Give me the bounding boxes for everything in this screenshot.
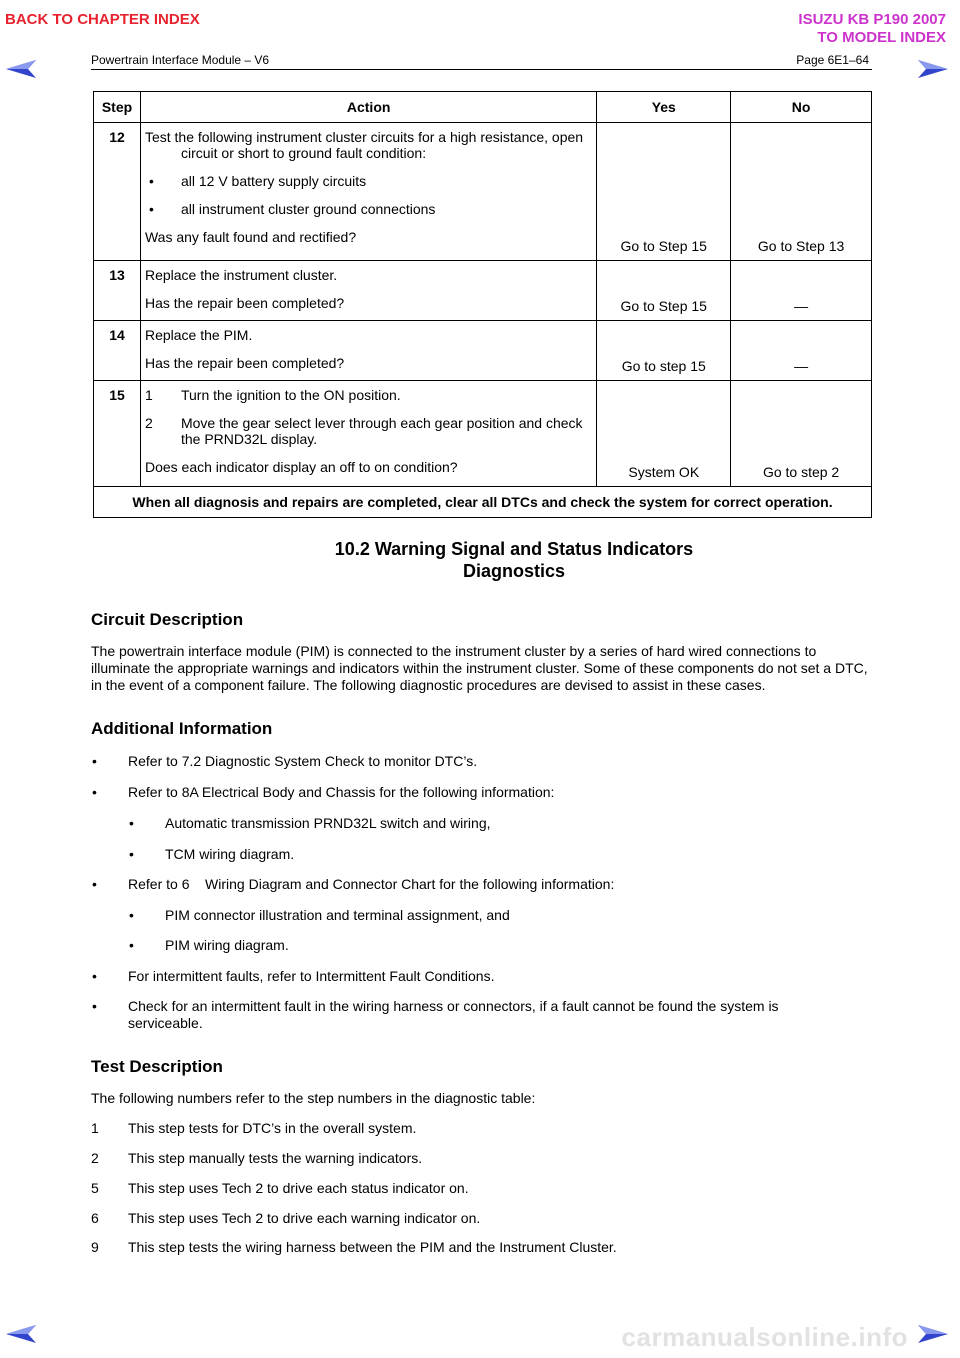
prev-page-arrow-icon[interactable]	[6, 60, 36, 78]
header-title: Powertrain Interface Module – V6	[91, 53, 270, 67]
test-step-number: 9	[91, 1239, 99, 1255]
bullet-icon: •	[92, 968, 97, 984]
action-question: Was any fault found and rectified?	[144, 229, 357, 245]
diagnostic-table	[93, 91, 872, 518]
bullet-icon: •	[92, 876, 97, 892]
test-description-heading: Test Description	[91, 1057, 223, 1076]
prev-page-arrow-icon[interactable]	[6, 1325, 36, 1343]
column-header-step: Step	[94, 92, 141, 123]
test-step-text: This step tests for DTC’s in the overall system.	[128, 1120, 417, 1136]
table-row-step-13	[94, 261, 872, 321]
action-bullet: • all 12 V battery supply circuits	[145, 173, 588, 189]
back-to-chapter-index-link[interactable]: BACK TO CHAPTER INDEX	[5, 11, 200, 28]
no-result: —	[731, 321, 872, 381]
step-number: 12	[94, 123, 141, 261]
test-step-text: This step manually tests the warning indicators.	[128, 1150, 423, 1166]
info-bullet-item: Refer to 6 Wiring Diagram and Connector Chart for the following information:	[128, 876, 615, 892]
action-bullet: • all instrument cluster ground connections	[145, 201, 588, 217]
test-step-number: 2	[91, 1150, 99, 1166]
next-page-arrow-icon[interactable]	[918, 60, 948, 78]
step-number: 13	[94, 261, 141, 321]
yes-result: System OK	[597, 381, 731, 487]
bullet-icon: •	[129, 937, 134, 953]
column-header-yes: Yes	[597, 92, 731, 123]
column-header-no: No	[731, 92, 872, 123]
header-rule	[91, 69, 872, 70]
step-action	[140, 261, 596, 321]
step-action	[140, 123, 596, 261]
table-footer-row	[94, 487, 872, 518]
no-result: Go to step 2	[731, 381, 872, 487]
model-index-line2: TO MODEL INDEX	[817, 29, 946, 46]
bullet-icon: •	[129, 907, 134, 923]
info-sub-bullet-item: TCM wiring diagram.	[165, 846, 295, 862]
action-text: Replace the instrument cluster.	[144, 267, 338, 283]
bullet-icon: •	[92, 998, 97, 1014]
bullet-icon: •	[129, 846, 134, 862]
no-result: —	[731, 261, 872, 321]
action-question: Has the repair been completed?	[144, 355, 345, 371]
next-page-arrow-icon[interactable]	[918, 1325, 948, 1343]
yes-result: Go to Step 15	[597, 261, 731, 321]
info-bullet-item: Check for an intermittent fault in the wiring harness or connectors, if a fault cannot be found the system is serviceable.	[128, 998, 779, 1031]
info-sub-bullet-item: PIM connector illustration and terminal assignment, and	[165, 907, 510, 923]
circuit-description-heading: Circuit Description	[91, 610, 244, 629]
step-action	[140, 381, 596, 487]
section-title	[0, 538, 960, 582]
column-header-action: Action	[140, 92, 596, 123]
watermark: carmanualsonline.info	[621, 1322, 908, 1352]
action-text: Replace the PIM.	[144, 327, 253, 343]
step-action	[140, 321, 596, 381]
info-sub-bullet-item: Automatic transmission PRND32L switch and wiring,	[165, 815, 491, 831]
info-bullet-item: Refer to 8A Electrical Body and Chassis for the following information:	[128, 784, 555, 800]
yes-result: Go to Step 15	[597, 123, 731, 261]
section-title-line2: Diagnostics	[462, 561, 566, 581]
model-index-line1: ISUZU KB P190 2007	[798, 11, 946, 28]
table-row-step-12	[94, 123, 872, 261]
step-number: 15	[94, 381, 141, 487]
test-step-number: 1	[91, 1120, 99, 1136]
table-row-step-14	[94, 321, 872, 381]
action-list-item: 1 Turn the ignition to the ON position.	[144, 387, 401, 403]
bullet-icon: •	[92, 784, 97, 800]
test-description-intro: The following numbers refer to the step numbers in the diagnostic table:	[91, 1090, 536, 1106]
no-result: Go to Step 13	[731, 123, 872, 261]
bullet-icon: •	[129, 815, 134, 831]
page-number: Page 6E1–64	[796, 53, 869, 67]
action-question: Has the repair been completed?	[144, 295, 345, 311]
info-sub-bullet-item: PIM wiring diagram.	[165, 937, 289, 953]
step-number: 14	[94, 321, 141, 381]
table-row-step-15	[94, 381, 872, 487]
test-step-text: This step uses Tech 2 to drive each warning indicator on.	[128, 1210, 481, 1226]
yes-result: Go to step 15	[597, 321, 731, 381]
test-step-text: This step uses Tech 2 to drive each status indicator on.	[128, 1180, 469, 1196]
info-bullet-item: Refer to 7.2 Diagnostic System Check to monitor DTC’s.	[128, 753, 478, 769]
model-index-link[interactable]	[798, 11, 946, 47]
additional-information-heading: Additional Information	[91, 719, 273, 738]
test-step-number: 5	[91, 1180, 99, 1196]
test-step-text: This step tests the wiring harness between the PIM and the Instrument Cluster.	[128, 1239, 617, 1255]
action-list-item: 2 Move the gear select lever through each gear position and check the PRND32L display.	[144, 415, 583, 447]
table-footer-note: When all diagnosis and repairs are completed, clear all DTCs and check the system for correct operation.	[94, 487, 872, 518]
table-header-row	[94, 92, 872, 123]
circuit-description-text: The powertrain interface module (PIM) is connected to the instrument cluster by a series of hard wired connections to illuminate the appropriate warnings and indicators within the instrument cluster. Some of these components do not set a DTC, in the event of a component failure. The following diagnostic procedures are devised to assist in these cases.	[91, 643, 868, 693]
section-title-line1: 10.2 Warning Signal and Status Indicators	[334, 539, 694, 559]
action-text: Test the following instrument cluster circuits for a high resistance, open circuit or short to ground fault condition:	[144, 129, 584, 161]
test-step-number: 6	[91, 1210, 99, 1226]
info-bullet-item: For intermittent faults, refer to Intermittent Fault Conditions.	[128, 968, 495, 984]
bullet-icon: •	[92, 753, 97, 769]
action-question: Does each indicator display an off to on condition?	[144, 459, 458, 475]
